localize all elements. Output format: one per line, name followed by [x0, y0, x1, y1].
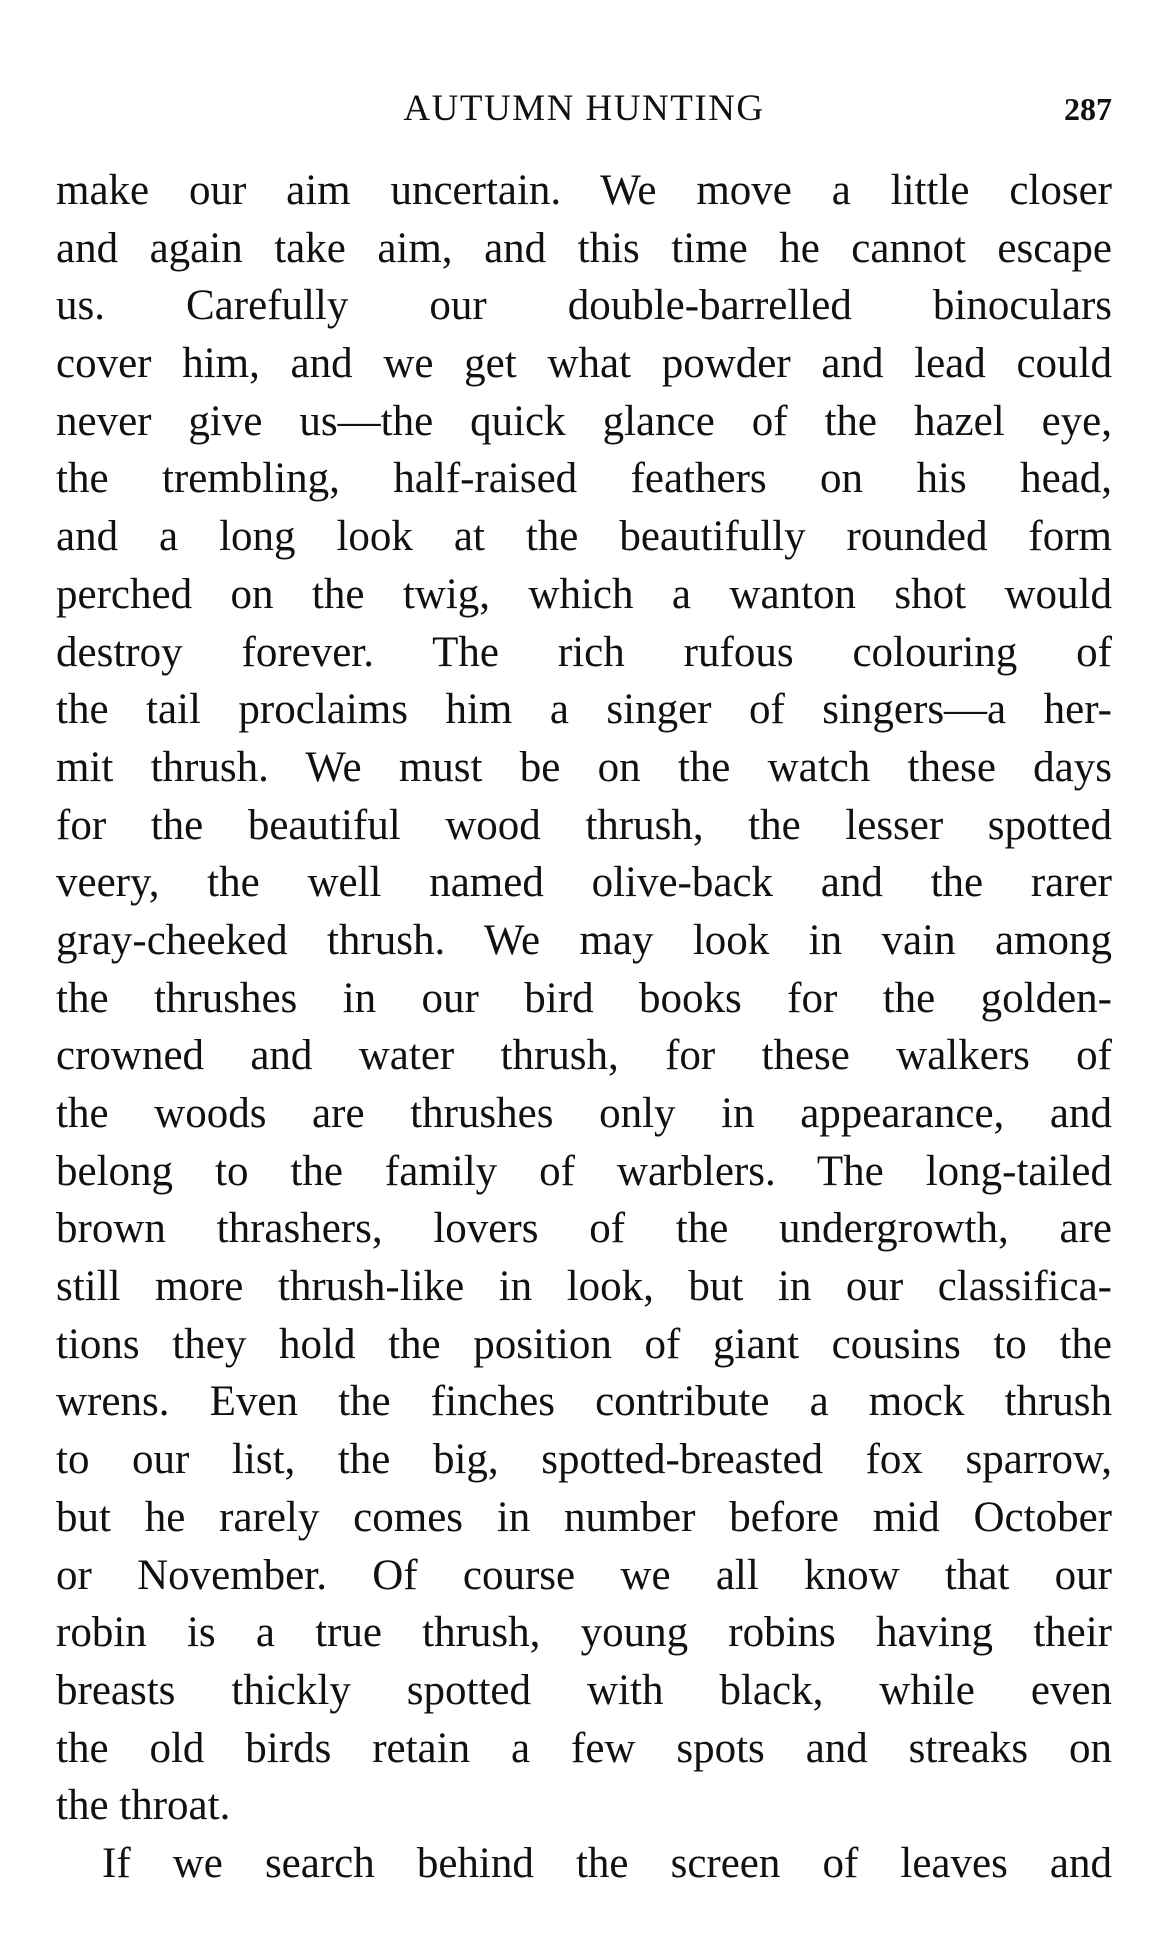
text-line-paragraph-end: the throat. [56, 1782, 231, 1830]
text-line: for the beautiful wood thrush, the lesser spotted [56, 801, 1112, 849]
body-text [56, 162, 1112, 1893]
text-line: mit thrush. We must be on the watch these days [56, 743, 1112, 791]
text-line: never give us—the quick glance of the hazel eye, [56, 397, 1112, 445]
text-line: the woods are thrushes only in appearance, and [56, 1090, 1112, 1137]
text-line: perched on the twig, which a wanton shot would [56, 570, 1112, 618]
text-line: and again take aim, and this time he cannot escape [56, 224, 1112, 272]
text-line: still more thrush-like in look, but in our classifica- [56, 1263, 1112, 1311]
text-line: the trembling, half-raised feathers on his head, [56, 455, 1112, 503]
page-number: 287 [1064, 91, 1112, 127]
text-line-paragraph-start: If we search behind the screen of leaves and [102, 1839, 1112, 1887]
text-line: veery, the well named olive-back and the rarer [56, 859, 1112, 907]
text-line: brown thrashers, lovers of the undergrowth, are [56, 1205, 1112, 1253]
text-line: to our list, the big, spotted-breasted fox sparrow, [56, 1436, 1112, 1484]
text-line: the old birds retain a few spots and streaks on [56, 1724, 1112, 1772]
text-line: but he rarely comes in number before mid October [56, 1493, 1112, 1541]
text-line: gray-cheeked thrush. We may look in vain among [56, 916, 1112, 964]
text-line: tions they hold the position of giant cousins to the [56, 1320, 1112, 1368]
text-line: belong to the family of warblers. The long-tailed [56, 1147, 1112, 1195]
running-title: AUTUMN HUNTING [403, 88, 765, 129]
text-line: us. Carefully our double-barrelled binoculars [56, 282, 1112, 330]
text-line: and a long look at the beautifully rounded form [56, 513, 1112, 561]
text-line: crowned and water thrush, for these walkers of [56, 1032, 1112, 1080]
text-line: the tail proclaims him a singer of singers—a her- [56, 686, 1112, 734]
text-line: the thrushes in our bird books for the golden- [56, 974, 1112, 1022]
text-line: robin is a true thrush, young robins having their [56, 1609, 1112, 1657]
text-line: breasts thickly spotted with black, while even [56, 1666, 1112, 1714]
text-line: wrens. Even the finches contribute a mock thrush [56, 1378, 1112, 1426]
text-line: destroy forever. The rich rufous colouring of [56, 628, 1112, 676]
text-line: make our aim uncertain. We move a little closer [56, 167, 1112, 214]
running-head [56, 84, 1112, 134]
text-line: cover him, and we get what powder and lead could [56, 340, 1112, 388]
text-line: or November. Of course we all know that our [56, 1551, 1112, 1599]
